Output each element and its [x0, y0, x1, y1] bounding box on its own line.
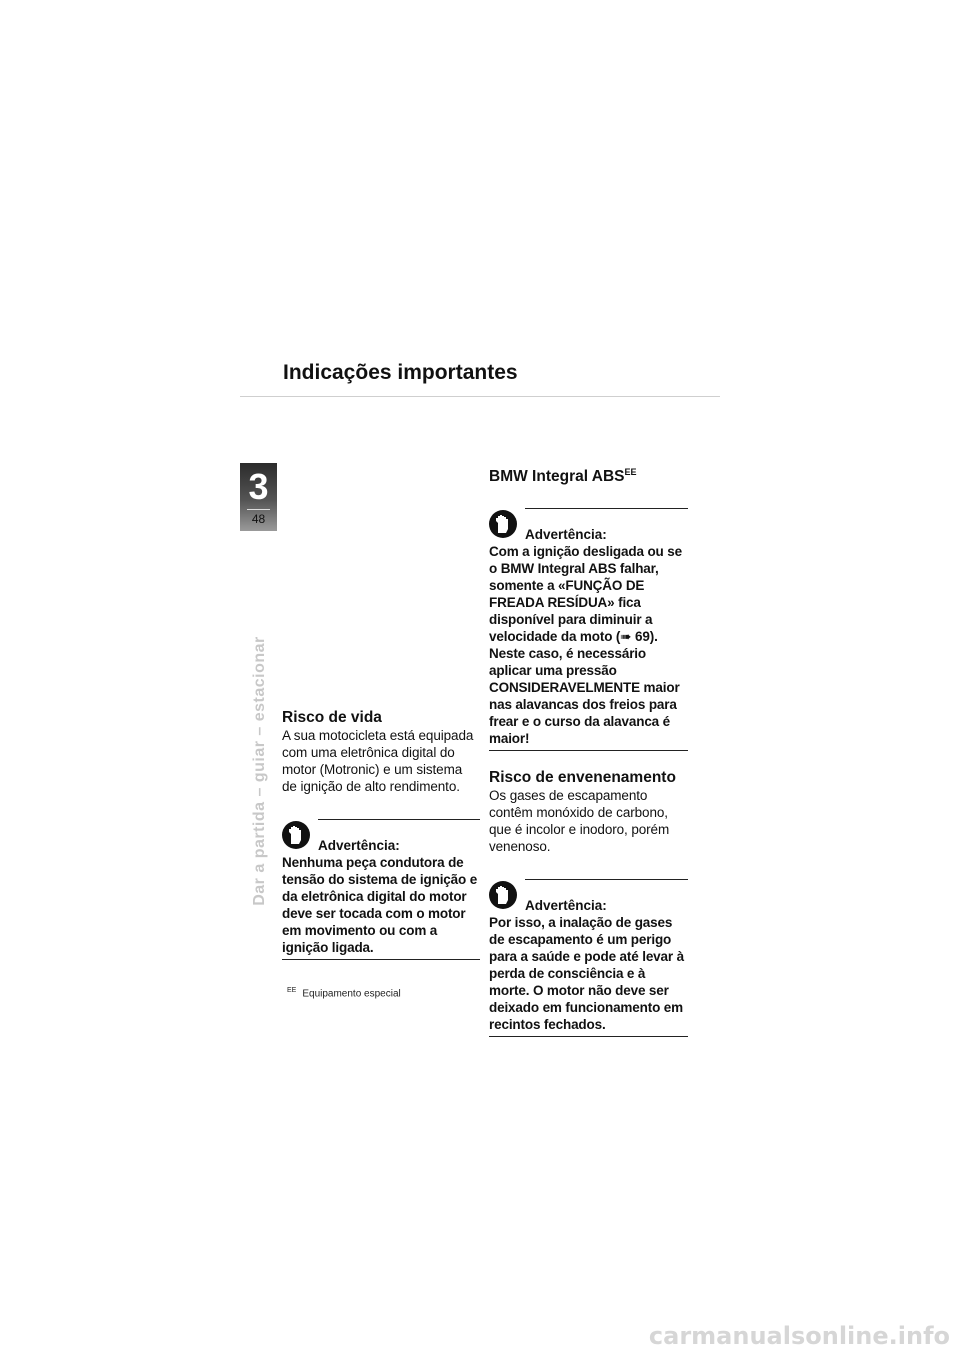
warning-hand-icon — [489, 510, 517, 538]
page-number: 48 — [251, 512, 266, 526]
section-heading-abs-sup: EE — [624, 466, 637, 477]
section-heading-abs-text: BMW Integral ABS — [489, 468, 625, 485]
section-heading-risco-de-vida: Risco de vida — [282, 709, 382, 726]
warning-text: Nenhuma peça condutora de tensão do sistema de ignição e da eletrônica digital do motor deve ser tocada com o motor em movimento ou com a ignição ligada. — [282, 855, 478, 955]
warning-title: Advertência: — [318, 838, 400, 853]
footnote-text: Equipamento especial — [302, 988, 401, 1000]
warning-box — [489, 879, 688, 1037]
warning-top-rule — [525, 879, 688, 880]
section-heading-envenenamento: Risco de envenenamento — [489, 769, 676, 786]
chapter-side-label-text: Dar a partida – guiar – estacionar — [251, 636, 268, 906]
chapter-divider — [247, 509, 270, 510]
warning-top-rule — [525, 508, 688, 509]
warning-title: Advertência: — [525, 898, 607, 913]
section-body-envenenamento: Os gases de escapamento contêm monóxido de carbono, que é incolor e inodoro, porém venenoso. — [489, 788, 670, 854]
left-column — [282, 709, 480, 960]
section-heading-abs — [489, 468, 688, 486]
chapter-tab — [240, 463, 277, 531]
footnote-mark: EE — [287, 987, 297, 994]
warning-text: Com a ignição desligada ou se o BMW Integral ABS falhar, somente a «FUNÇÃO DE FREADA RESÍDUA» fica disponível para diminuir a velocidade da moto (➠ 69). Neste caso, é necessário aplicar uma pressão CONSIDERAVELMENTE maior nas alavancas dos freios para frear e o curso da alavanca é maior! — [489, 544, 682, 746]
warning-top-rule — [318, 819, 480, 820]
warning-box — [282, 819, 480, 960]
warning-box — [489, 508, 688, 751]
warning-bottom-rule — [489, 750, 688, 751]
warning-text: Por isso, a inalação de gases de escapamento é um perigo para a saúde e pode até levar à perda de consciência e à morte. O motor não deve ser deixado em funcionamento em recintos fechados. — [489, 915, 684, 1032]
page-title: Indicações importantes — [283, 361, 518, 384]
right-column — [489, 468, 688, 1037]
watermark: carmanualsonline.info — [648, 1322, 950, 1350]
warning-hand-icon — [489, 881, 517, 909]
section-body-risco-de-vida: A sua motocicleta está equipada com uma eletrônica digital do motor (Motronic) e um sistema de ignição de alto rendimento. — [282, 728, 474, 794]
warning-hand-icon — [282, 821, 310, 849]
footnote — [287, 987, 401, 999]
chapter-number: 3 — [248, 466, 269, 507]
warning-bottom-rule — [282, 959, 480, 960]
warning-bottom-rule — [489, 1036, 688, 1037]
title-divider — [240, 396, 720, 397]
warning-title: Advertência: — [525, 527, 607, 542]
